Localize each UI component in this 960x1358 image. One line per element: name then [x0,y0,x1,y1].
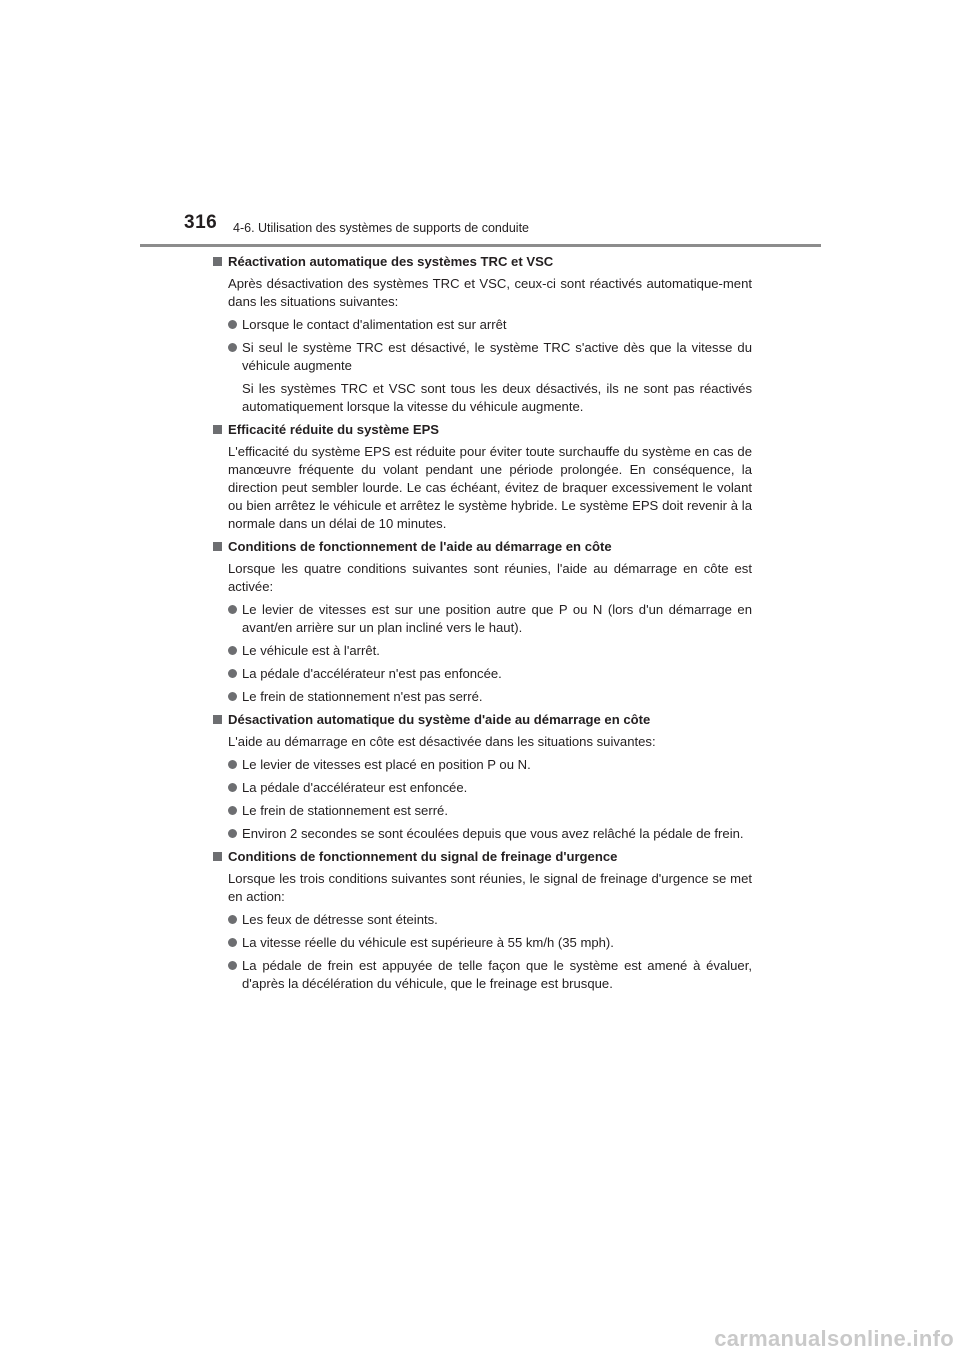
list-item-text: Le frein de stationnement n'est pas serré. [242,689,483,704]
section-hill-start-deactivation [212,711,752,843]
circle-bullet-icon [228,605,237,614]
section-heading [212,711,752,729]
section-heading-text: Conditions de fonctionnement du signal de freinage d'urgence [228,849,618,864]
list-item-text: Le véhicule est à l'arrêt. [242,643,380,658]
section-heading [212,253,752,271]
list-item-text: Lorsque le contact d'alimentation est sur arrêt [242,317,507,332]
content [212,253,752,998]
section-heading [212,421,752,439]
list-item [228,911,752,929]
list-item [228,601,752,637]
list-item [228,825,752,843]
list-item [228,802,752,820]
square-bullet-icon [213,715,222,724]
section-hill-start-conditions [212,538,752,706]
list-item-text: Si seul le système TRC est désactivé, le système TRC s'active dès que la vitesse du véhicule augmente [242,340,752,373]
circle-bullet-icon [228,961,237,970]
square-bullet-icon [213,542,222,551]
circle-bullet-icon [228,343,237,352]
list-item-text: Le frein de stationnement est serré. [242,803,448,818]
list-item-text: Les feux de détresse sont éteints. [242,912,438,927]
list-item-text: La pédale d'accélérateur n'est pas enfoncée. [242,666,502,681]
circle-bullet-icon [228,646,237,655]
header-rule [140,244,821,247]
list-item [228,665,752,683]
list-item-text: La pédale de frein est appuyée de telle façon que le système est amené à évaluer, d'après la décélération du véhicule, que le freinage est brusque. [242,958,752,991]
list-item [228,339,752,375]
square-bullet-icon [213,257,222,266]
circle-bullet-icon [228,669,237,678]
circle-bullet-icon [228,692,237,701]
list-item [228,934,752,952]
circle-bullet-icon [228,915,237,924]
square-bullet-icon [213,852,222,861]
circle-bullet-icon [228,829,237,838]
section-heading [212,848,752,866]
section-intro: Lorsque les quatre conditions suivantes sont réunies, l'aide au démarrage en côte est activée: [228,561,752,594]
list-item [228,779,752,797]
section-intro: L'aide au démarrage en côte est désactivée dans les situations suivantes: [228,734,656,749]
watermark: carmanualsonline.info [714,1326,954,1351]
section-heading-text: Efficacité réduite du système EPS [228,422,440,437]
section-heading-text: Désactivation automatique du système d'aide au démarrage en côte [228,712,651,727]
list-item [228,957,752,993]
list-item-text: Le levier de vitesses est placé en position P ou N. [242,757,531,772]
list-item-text: La vitesse réelle du véhicule est supérieure à 55 km/h (35 mph). [242,935,614,950]
section-intro: Lorsque les trois conditions suivantes sont réunies, le signal de freinage d'urgence se met en action: [228,871,752,904]
list-item-text: La pédale d'accélérateur est enfoncée. [242,780,468,795]
chapter-title: 4-6. Utilisation des systèmes de supports de conduite [233,221,529,235]
list-item [228,642,752,660]
section-eps-efficiency [212,421,752,533]
square-bullet-icon [213,425,222,434]
section-emergency-brake-signal [212,848,752,993]
section-intro: L'efficacité du système EPS est réduite pour éviter toute surchauffe du système en cas de manœuvre fréquente du volant pendant une période prolongée. En conséquence, la direction peut sembler lourde. Le cas échéant, évitez de braquer excessivement le volant ou bien arrêtez le véhicule et arrêtez le système hybride. Le système EPS doit revenir à la normale dans un délai de 10 minutes. [228,444,752,531]
circle-bullet-icon [228,320,237,329]
section-heading-text: Conditions de fonctionnement de l'aide au démarrage en côte [228,539,612,554]
section-trc-vsc-reactivation [212,253,752,416]
list-item [228,756,752,774]
circle-bullet-icon [228,938,237,947]
list-item-text: Environ 2 secondes se sont écoulées depuis que vous avez relâché la pédale de frein. [242,826,744,841]
list-item-text: Le levier de vitesses est sur une position autre que P ou N (lors d'un démarrage en avant/en arrière sur un plan incliné vers le haut). [242,602,752,635]
list-item [228,688,752,706]
page-number: 316 [184,212,218,233]
section-heading [212,538,752,556]
section-heading-text: Réactivation automatique des systèmes TRC et VSC [228,254,554,269]
list-item [228,316,752,334]
section-intro: Après désactivation des systèmes TRC et VSC, ceux-ci sont réactivés automatique-ment dans les situations suivantes: [228,276,752,309]
circle-bullet-icon [228,760,237,769]
circle-bullet-icon [228,783,237,792]
sub-paragraph: Si les systèmes TRC et VSC sont tous les deux désactivés, ils ne sont pas réactivés automatiquement lorsque la vitesse du véhicule augmente. [242,381,752,414]
circle-bullet-icon [228,806,237,815]
